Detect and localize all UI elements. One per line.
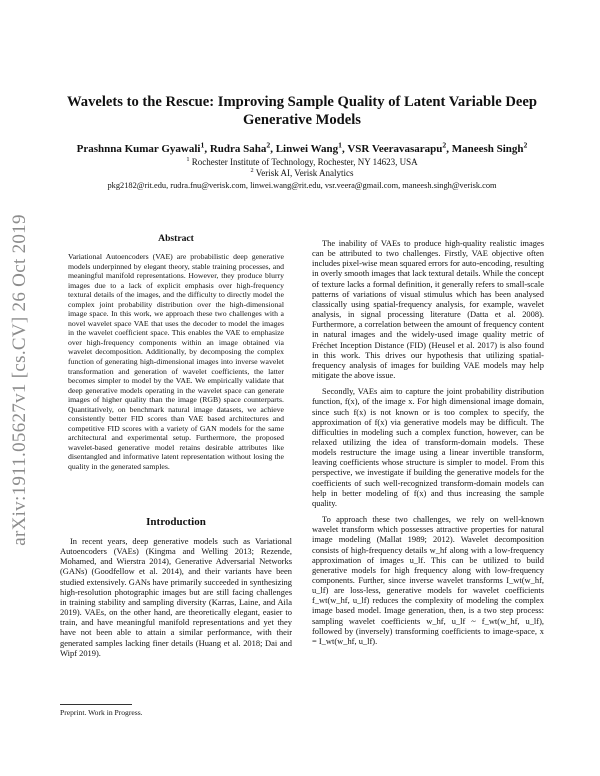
introduction-heading: Introduction bbox=[146, 516, 206, 528]
abstract-text: Variational Autoencoders (VAE) are probabilistic deep generative models underpinned by elegant theory, stable training processes, and meaningful manifold representations. However, they produce blurry images due to a lack of explicit emphasis over high-frequency textural details of the images, and the difficulty to directly model the complex joint probability distribution over the high-dimensional image space. In this work, we approach these two challenges with a novel wavelet space VAE that uses the decoder to model the images in the wavelet coefficient space. This enables the VAE to emphasize over high-frequency components within an image obtained via wavelet decomposition. Additionally, by decomposing the complex function of generating high-dimensional images into inverse wavelet transformation and generation of wavelet coefficients, the latter becomes simpler to model by the VAE. We empirically validate that deep generative models operating in the wavelet space can generate images of higher quality than the image (RGB) space counterparts. Quantitatively, on benchmark natural image datasets, we achieve consistently better FID scores than VAE based architectures and competitive FID scores with a variety of GAN models for the same architectural and experimental setup. Furthermore, the proposed wavelet-based generative model retains desirable attributes like disentangled and informative latent representation without losing the quality in the generated samples. bbox=[68, 252, 284, 472]
left-column-body bbox=[60, 536, 292, 658]
author-name: Prashnna Kumar Gyawali bbox=[76, 143, 201, 155]
author-mark: 2 bbox=[523, 140, 528, 150]
affiliation-text: Rochester Institute of Technology, Rochester, NY 14623, USA bbox=[191, 157, 418, 167]
intro-paragraph: In recent years, deep generative models such as Variational Autoencoders (VAEs) (Kingma and Welling 2013; Rezende, Mohamed, and Wierstra 2014), Generative Adversarial Networks (GANs) (Goodfellow et al. 2014), and their variants have been studied extensively. GANs have primarily succeeded in synthesizing high-resolution photographic images but are still facing challenges in training stability and sampling diversity (Karras, Laine, and Aila 2019). VAEs, on the other hand, are theoretically elegant, easier to train, and have meaningful manifold representations and yet they have not been able to attain a similar performance, with their generated samples lacking finer details (Huang et al. 2018; Dai and Wipf 2019). bbox=[60, 536, 292, 658]
author-emails[interactable]: pkg2182@rit.edu, rudra.fnu@verisk.com, linwei.wang@rit.edu, vsr.veera@gmail.com, maneesh.singh@verisk.com bbox=[107, 181, 497, 190]
paper-title: Wavelets to the Rescue: Improving Sample Quality of Latent Variable Deep Generative Models bbox=[67, 94, 537, 128]
author-name: Maneesh Singh bbox=[451, 143, 524, 155]
author-mark: 2 bbox=[442, 140, 447, 150]
footnote: Preprint. Work in Progress. bbox=[60, 708, 143, 717]
arxiv-stamp bbox=[4, 200, 36, 560]
arxiv-identifier[interactable]: arXiv:1911.05627v1 [cs.CV] 26 Oct 2019 bbox=[9, 214, 30, 546]
abstract-heading: Abstract bbox=[158, 233, 194, 244]
body-paragraph: To approach these two challenges, we rely on well-known wavelet transform which possesses attractive properties for natural image modeling (Mallat 1989; 2012). Wavelet decomposition consists of high-frequency details w_hf along with a low-frequency approximation of images u_lf. This can be utilized to build generative models for high frequency along with low-frequency components. Further, since inverse wavelet transforms I_wt(w_hf, u_lf) are loss-less, generative models for wavelet coefficients f_wt(w_hf, u_lf) reduces the complexity of modeling the complex image based model. Image generation, then, is a two step process: sampling wavelet coefficients w_hf, u_lf ~ f_wt(w_hf, u_lf), followed by (inversely) transforming coefficients to image-space, x = I_wt(w_hf, u_lf). bbox=[312, 514, 544, 646]
affiliation-text: Verisk AI, Verisk Analytics bbox=[255, 168, 354, 178]
affiliation bbox=[40, 157, 564, 168]
author-name: Rudra Saha bbox=[209, 143, 267, 155]
author-mark: 1 bbox=[200, 140, 205, 150]
affiliation-mark: 1 bbox=[186, 156, 190, 163]
footnote-divider bbox=[60, 704, 132, 705]
author-name: VSR Veeravasarapu bbox=[347, 143, 443, 155]
author-mark: 1 bbox=[338, 140, 343, 150]
affiliation bbox=[40, 168, 564, 179]
body-paragraph: Secondly, VAEs aim to capture the joint probability distribution function, f(x), of the image x. For high dimensional image domain, since such f(x) is not known or is too complex to specify, the approximation of f(x) via generative models may be difficult. The difficulties in modeling such a complex function, however, can be relaxed utilizing the idea of transform-domain models. These models restructure the image using a linear invertible transform, leaving coefficients whose structure is simpler to model. From this perspective, we investigate if building the generative models for the coefficients of such well-recognized transform-domain models can help in better modeling of f(x) and thus increasing the sample quality. bbox=[312, 386, 544, 508]
author-mark: 2 bbox=[266, 140, 271, 150]
affiliation-mark: 2 bbox=[250, 167, 254, 174]
author-list: Prashnna Kumar Gyawali$^1$, Rudra Saha$^2$, Linwei Wang$^1$, VSR Veeravasarapu$^2$, Maneesh Singh$^2$ bbox=[76, 140, 528, 155]
right-column-body bbox=[312, 238, 544, 646]
author-name: Linwei Wang bbox=[275, 143, 339, 155]
body-paragraph: The inability of VAEs to produce high-quality realistic images can be attributed to two challenges. Firstly, VAE objective often includes pixel-wise mean squared errors for auto-encoding, resulting in overly smooth images that lack textural details. While the concept of texture lacks a formal definition, it generally refers to small-scale patterns of variations of visual stimulus which has been analysed classically using spatial-frequency analysis, for example, wavelet analysis, in signal processing literature (Datta et al. 2008). Furthermore, a correlation between the amount of frequency content in natural images and the widely-used image quality metric of Fréchet Inception Distance (FID) (Heusel et al. 2017) is also found in this work. This drives our hypothesis that utilizing spatial-frequency analysis of images for building VAE models may help mitigate the above issue. bbox=[312, 238, 544, 381]
